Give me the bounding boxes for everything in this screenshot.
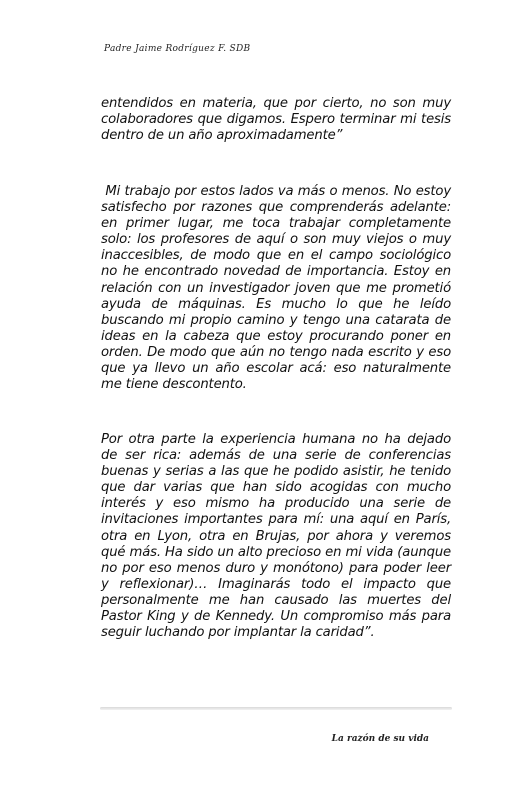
paragraph-1: entendidos en materia, que por cierto, no son muy colaboradores que digamos. Espero terminar mi tesis dentro de un año aproximadamente” — [101, 96, 451, 144]
paragraph-3: Por otra parte la experiencia humana no ha dejado de ser rica: además de una serie de conferencias buenas y serias a las que he podido asistir, he tenido que dar varias que han sido acogidas con mucho interés y eso mismo ha producido una serie de invitaciones importantes para mí: una aquí en París, otra en Lyon, otra en Brujas, por ahora y veremos qué más. Ha sido un alto precioso en mi vida (aunque no por eso menos duro y monótono) para poder leer y reflexionar)… Imaginarás todo el impacto que personalmente me han causado las muertes del Pastor King y de Kennedy. Un compromiso más para seguir luchando por implantar la caridad”. — [101, 432, 451, 641]
footer-divider — [100, 707, 452, 710]
paragraph-2: Mi trabajo por estos lados va más o menos. No estoy satisfecho por razones que comprenderás adelante: en primer lugar, me toca trabajar completamente solo: los profesores de aquí o son muy viejos o muy inaccesibles, de modo que en el campo sociológico no he encontrado novedad de importancia. Estoy en relación con un investigador joven que me prometió ayuda de máquinas. Es mucho lo que he leído buscando mi propio camino y tengo una catarata de ideas en la cabeza que estoy procurando poner en orden. De modo que aún no tengo nada escrito y eso que ya llevo un año escolar acá: eso naturalmente me tiene descontento. — [101, 184, 456, 393]
running-footer-book-title: La razón de su vida — [331, 734, 429, 744]
running-header-author: Padre Jaime Rodríguez F. SDB — [104, 44, 251, 54]
